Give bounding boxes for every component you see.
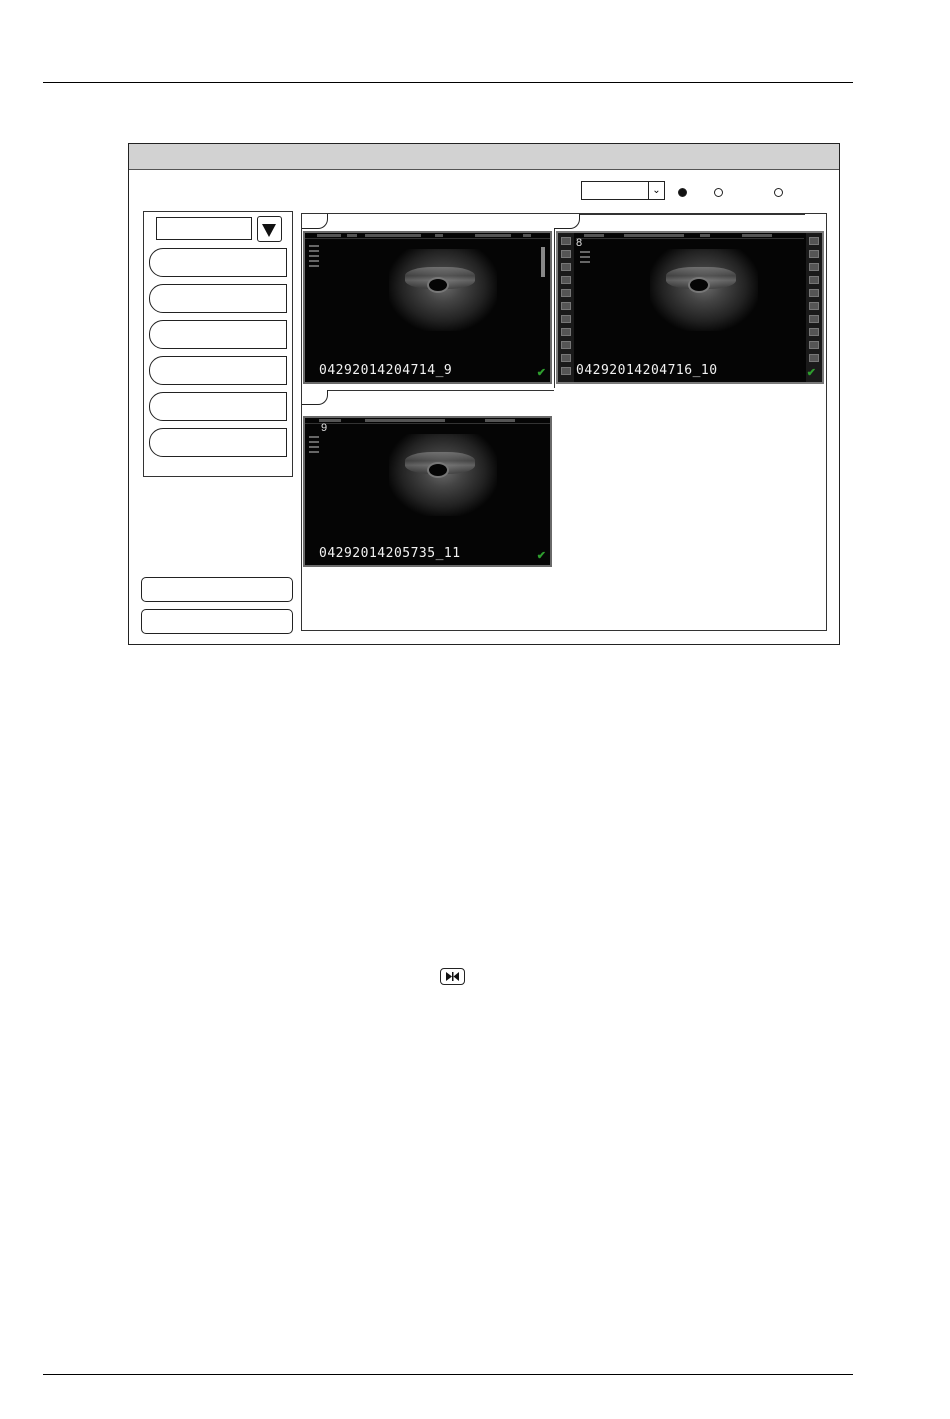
frame-number: 9 [321, 422, 328, 434]
category-button-6[interactable] [149, 428, 287, 457]
category-button-3[interactable] [149, 320, 287, 349]
thumbnail-index-tab [302, 390, 328, 405]
ultrasound-image[interactable] [303, 231, 552, 384]
thumbnail-item[interactable] [554, 214, 816, 388]
filmstrip-left [558, 233, 574, 382]
image-filename: 04292014204714_9 [319, 363, 453, 378]
image-filename: 04292014205735_11 [319, 546, 461, 561]
dropdown-triangle-icon[interactable] [257, 216, 282, 242]
action-button-1[interactable] [141, 577, 293, 602]
chevron-down-icon[interactable]: ⌄ [648, 181, 665, 200]
category-button-2[interactable] [149, 284, 287, 313]
thumbnail-grid [301, 213, 827, 631]
window-titlebar [129, 144, 839, 170]
checkmark-icon[interactable]: ✔ [806, 367, 816, 379]
screen-header [305, 233, 550, 239]
ultrasound-image[interactable] [303, 416, 552, 567]
thumbnail-item[interactable] [302, 390, 553, 564]
category-panel [143, 211, 293, 477]
review-window [128, 143, 840, 645]
checkmark-icon[interactable]: ✔ [536, 550, 546, 562]
category-button-4[interactable] [149, 356, 287, 385]
cine-clip[interactable] [556, 231, 824, 384]
radio-option-1[interactable] [678, 188, 687, 197]
category-button-5[interactable] [149, 392, 287, 421]
thumbnail-item[interactable] [302, 214, 553, 388]
exam-select[interactable] [156, 217, 252, 240]
play-pause-cine-icon [440, 968, 465, 985]
clip-filename: 04292014204716_10 [576, 363, 718, 378]
radio-option-2[interactable] [714, 188, 723, 197]
page-header-rule [43, 82, 853, 83]
layout-select-value[interactable] [581, 181, 649, 200]
checkmark-icon[interactable]: ✔ [536, 367, 546, 379]
frame-number: 8 [576, 237, 583, 249]
layout-select[interactable] [581, 181, 665, 200]
action-button-2[interactable] [141, 609, 293, 634]
category-button-1[interactable] [149, 248, 287, 277]
thumbnail-index-tab [554, 214, 580, 229]
thumbnail-index-tab [302, 214, 328, 229]
page-footer-rule [43, 1374, 853, 1375]
radio-option-3[interactable] [774, 188, 783, 197]
filmstrip-right [806, 233, 822, 382]
